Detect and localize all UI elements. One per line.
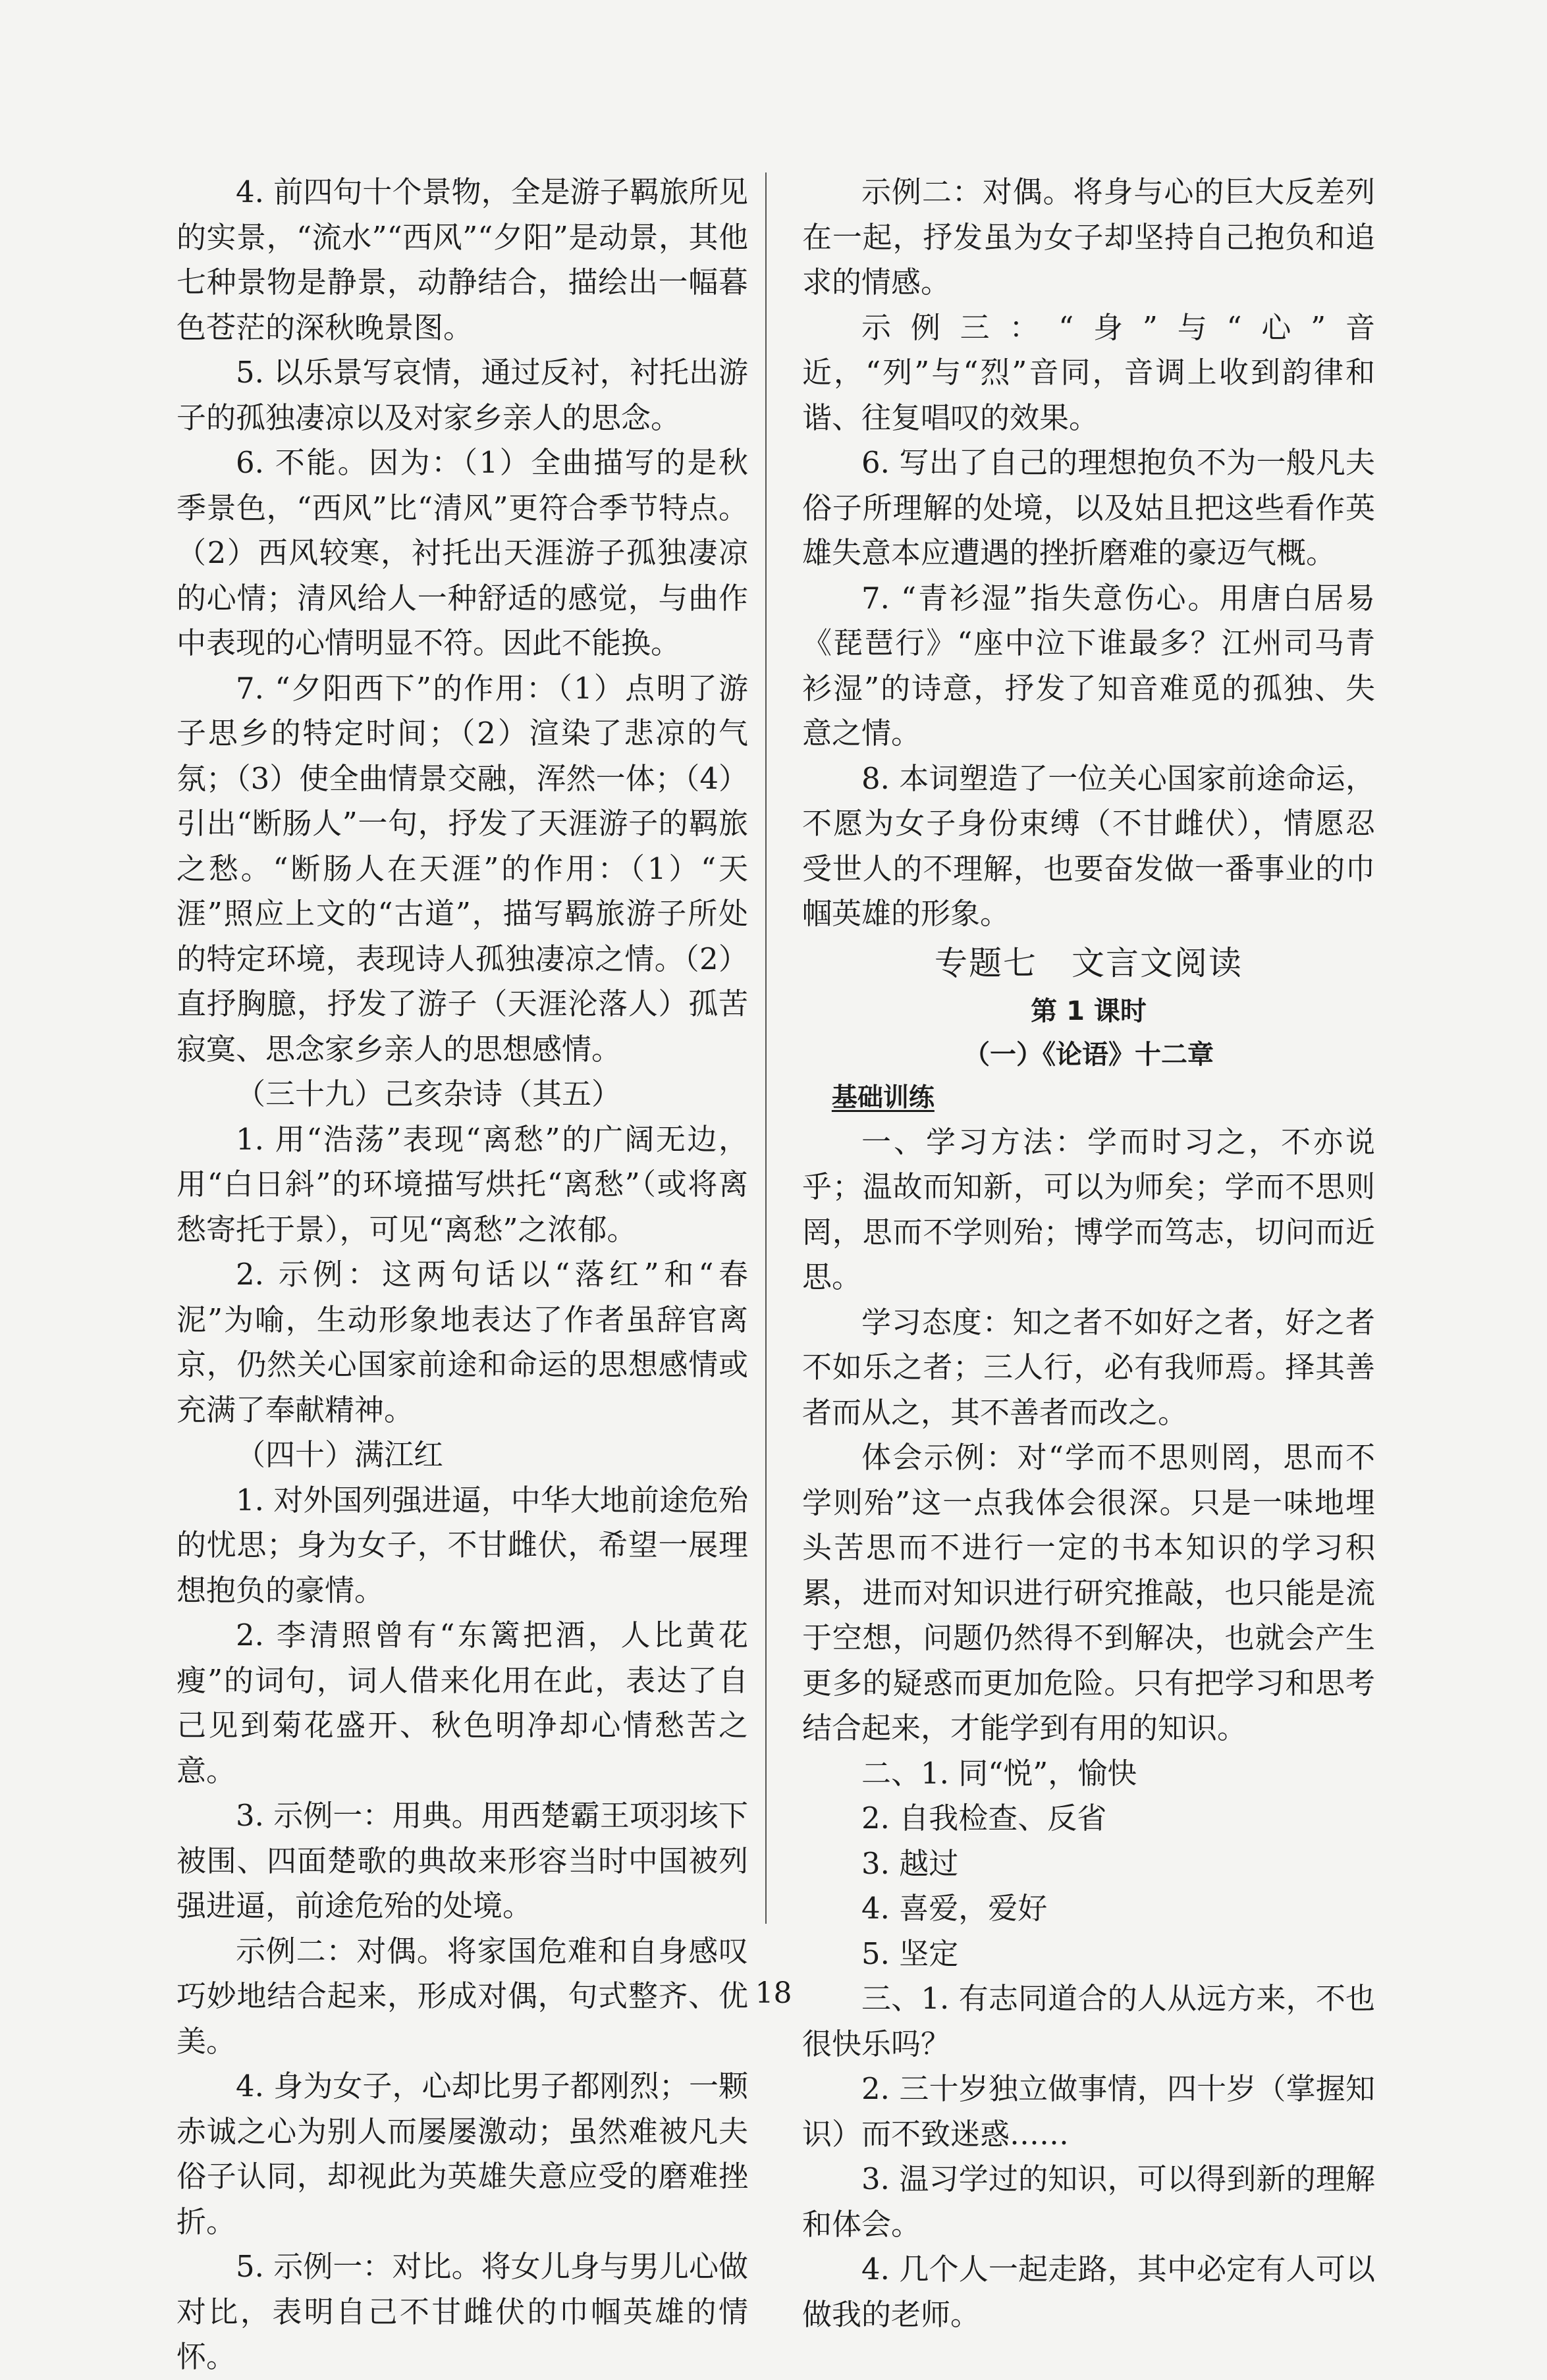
right-column bbox=[802, 170, 1375, 2337]
answer-paragraph: 8. 本词塑造了一位关心国家前途命运，不愿为女子身份束缚（不甘雌伏），情愿忍受世人的不理解，也要奋发做一番事业的巾帼英雄的形象。 bbox=[802, 760, 1375, 931]
answer-paragraph: 4. 前四句十个景物，全是游子羁旅所见的实景，“流水”“西风”“夕阳”是动景，其他七种景物是静景，动静结合，描绘出一幅暮色苍茫的深秋晚景图。 bbox=[176, 174, 748, 345]
poem-heading: （三十九）己亥杂诗（其五） bbox=[236, 1076, 622, 1111]
answer-paragraph: 4. 喜爱，爱好 bbox=[861, 1891, 1048, 1926]
answer-paragraph: 二、1. 同“悦”，愉快 bbox=[861, 1755, 1137, 1791]
answer-paragraph: 3. 示例一：用典。用西楚霸王项羽垓下被围、四面楚歌的典故来形容当时中国被列强进逼，前途危殆的处境。 bbox=[176, 1798, 748, 1923]
answer-paragraph: 5. 坚定 bbox=[861, 1936, 959, 1971]
answer-paragraph: 6. 写出了自己的理想抱负不为一般凡夫俗子所理解的处境，以及姑且把这些看作英雄失意本应遭遇的挫折磨难的豪迈气概。 bbox=[802, 445, 1375, 570]
answer-paragraph: 7. “青衫湿”指失意伤心。用唐白居易《琵琶行》“座中泣下谁最多？江州司马青衫湿”的诗意，抒发了知音难觅的孤独、失意之情。 bbox=[802, 580, 1375, 751]
column-divider bbox=[765, 172, 767, 1924]
answer-paragraph: 4. 几个人一起走路，其中必定有人可以做我的老师。 bbox=[802, 2252, 1375, 2332]
answer-paragraph: 3. 越过 bbox=[861, 1845, 959, 1881]
answer-paragraph: 2. 自我检查、反省 bbox=[861, 1801, 1107, 1836]
left-column bbox=[176, 170, 748, 2380]
chapter-title: （一）《论语》十二章 bbox=[963, 1039, 1214, 1070]
answer-paragraph: 示例二：对偶。将身与心的巨大反差列在一起，抒发虽为女子却坚持自己抱负和追求的情感。 bbox=[802, 174, 1375, 300]
answer-paragraph: 示例二：对偶。将家国危难和自身感叹巧妙地结合起来，形成对偶，句式整齐、优美。 bbox=[176, 1933, 748, 2059]
answer-paragraph: 4. 身为女子，心却比男子都刚烈；一颗赤诚之心为别人而屡屡激动；虽然难被凡夫俗子认同，却视此为英雄失意应受的磨难挫折。 bbox=[176, 2069, 748, 2239]
answer-paragraph: 2. 示例：这两句话以“落红”和“春泥”为喻，生动形象地表达了作者虽辞官离京，仍然关心国家前途和命运的思想感情或充满了奉献精神。 bbox=[176, 1257, 748, 1427]
answer-paragraph: 5. 示例一：对比。将女儿身与男儿心做对比，表明自己不甘雌伏的巾帼英雄的情怀。 bbox=[176, 2249, 748, 2374]
answer-paragraph: 一、学习方法：学而时习之，不亦说乎；温故而知新，可以为师矣；学而不思则罔，思而不学则殆；博学而笃志，切问而近思。 bbox=[802, 1124, 1375, 1294]
subsection-label bbox=[802, 1076, 1375, 1120]
poem-heading: （四十）满江红 bbox=[236, 1437, 444, 1472]
page-number: 18 bbox=[755, 1976, 792, 2010]
answer-paragraph: 学习态度：知之者不如好之者，好之者不如乐之者；三人行，必有我师焉。择其善者而从之，其不善者而改之。 bbox=[802, 1304, 1375, 1430]
answer-paragraph: 1. 对外国列强进逼，中华大地前途危殆的忧思；身为女子，不甘雌伏，希望一展理想抱负的豪情。 bbox=[176, 1482, 748, 1608]
answer-paragraph: 2. 三十岁独立做事情，四十岁（掌握知识）而不致迷惑…… bbox=[802, 2071, 1375, 2152]
answer-paragraph: 2. 李清照曾有“东篱把酒，人比黄花瘦”的词句，词人借来化用在此，表达了自己见到菊花盛开、秋色明净却心情愁苦之意。 bbox=[176, 1618, 748, 1788]
subsection-label-text: 基础训练 bbox=[831, 1082, 935, 1113]
lesson-title: 第 1 课时 bbox=[1031, 995, 1147, 1026]
section-title: 专题七 文言文阅读 bbox=[935, 943, 1243, 982]
answer-paragraph: 5. 以乐景写哀情，通过反衬，衬托出游子的孤独凄凉以及对家乡亲人的思念。 bbox=[176, 355, 748, 435]
answer-paragraph: 示例三：“身”与“心”音近，“列”与“烈”音同，音调上收到韵律和谐、往复唱叹的效果。 bbox=[802, 309, 1375, 435]
answer-paragraph: 3. 温习学过的知识，可以得到新的理解和体会。 bbox=[802, 2161, 1375, 2242]
answer-paragraph: 三、1. 有志同道合的人从远方来，不也很快乐吗？ bbox=[802, 1981, 1375, 2061]
answer-paragraph: 体会示例：对“学而不思则罔，思而不学则殆”这一点我体会很深。只是一味地埋头苦思而不进行一定的书本知识的学习积累，进而对知识进行研究推敲，也只能是流于空想，问题仍然得不到解决，也就会产生更多的疑惑而更加危险。只有把学习和思考结合起来，才能学到有用的知识。 bbox=[802, 1440, 1375, 1745]
answer-paragraph: 1. 用“浩荡”表现“离愁”的广阔无边，用“白日斜”的环境描写烘托“离愁”（或将离愁寄托于景），可见“离愁”之浓郁。 bbox=[176, 1121, 748, 1247]
answer-paragraph: 7. “夕阳西下”的作用：（1）点明了游子思乡的特定时间；（2）渲染了悲凉的气氛；（3）使全曲情景交融，浑然一体；（4）引出“断肠人”一句，抒发了天涯游子的羁旅之愁。“断肠人在天涯”的作用：（1）“天涯”照应上文的“古道”，描写羁旅游子所处的特定环境，表现诗人孤独凄凉之情。（2）直抒胸臆，抒发了游子（天涯沦落人）孤苦寂寞、思念家乡亲人的思想感情。 bbox=[176, 670, 748, 1067]
answer-paragraph: 6. 不能。因为：（1）全曲描写的是秋季景色，“西风”比“清风”更符合季节特点。（2）西风较寒，衬托出天涯游子孤独凄凉的心情；清风给人一种舒适的感觉，与曲作中表现的心情明显不符。因此不能换。 bbox=[176, 445, 748, 660]
